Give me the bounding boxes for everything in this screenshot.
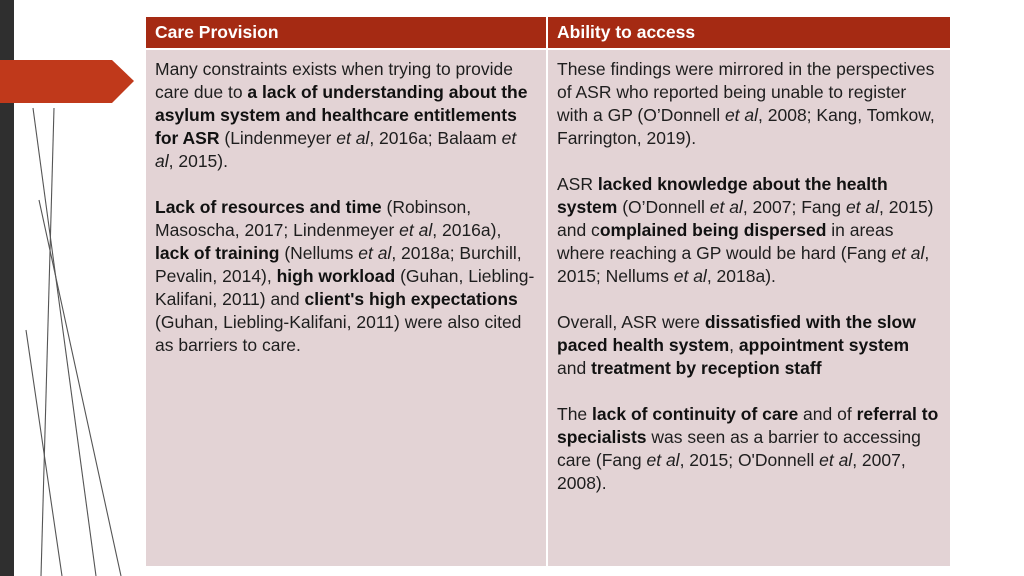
slide-decoration (0, 0, 140, 576)
comparison-table (146, 17, 950, 566)
access-paragraph-2: ASR lacked knowledge about the health system (O’Donnell et al, 2007; Fang et al, 2015) and complained being dispersed in areas where reaching a GP would be hard (Fang et al, 2015; Nellums et al, 2018a). (557, 174, 934, 286)
decorative-lines (26, 108, 121, 576)
cell-ability-to-access (548, 50, 950, 566)
header-care-provision: Care Provision (146, 17, 548, 50)
care-paragraph-1: Many constraints exists when trying to provide care due to a lack of understanding about the asylum system and healthcare entitlements for ASR (Lindenmeyer et al, 2016a; Balaam et al, 2015). (155, 59, 528, 171)
cell-care-provision (146, 50, 548, 566)
header-ability-to-access: Ability to access (548, 17, 950, 50)
care-paragraph-2: Lack of resources and time (Robinson, Masoscha, 2017; Lindenmeyer et al, 2016a), lack of training (Nellums et al, 2018a; Burchill, Pevalin, 2014), high workload (Guhan, Liebling-Kalifani, 2011) and client's high expectations (Guhan, Liebling-Kalifani, 2011) were also cited as barriers to care. (155, 197, 535, 355)
access-paragraph-1: These findings were mirrored in the perspectives of ASR who reported being unable to register with a GP (O’Donnell et al, 2008; Kang, Tomkow, Farrington, 2019). (557, 59, 935, 148)
access-paragraph-4: The lack of continuity of care and of referral to specialists was seen as a barrier to accessing care (Fang et al, 2015; O'Donnell et al, 2007, 2008). (557, 404, 939, 493)
arrow-accent-shape (0, 60, 134, 103)
access-paragraph-3: Overall, ASR were dissatisfied with the slow paced health system, appointment system and treatment by reception staff (557, 312, 916, 378)
